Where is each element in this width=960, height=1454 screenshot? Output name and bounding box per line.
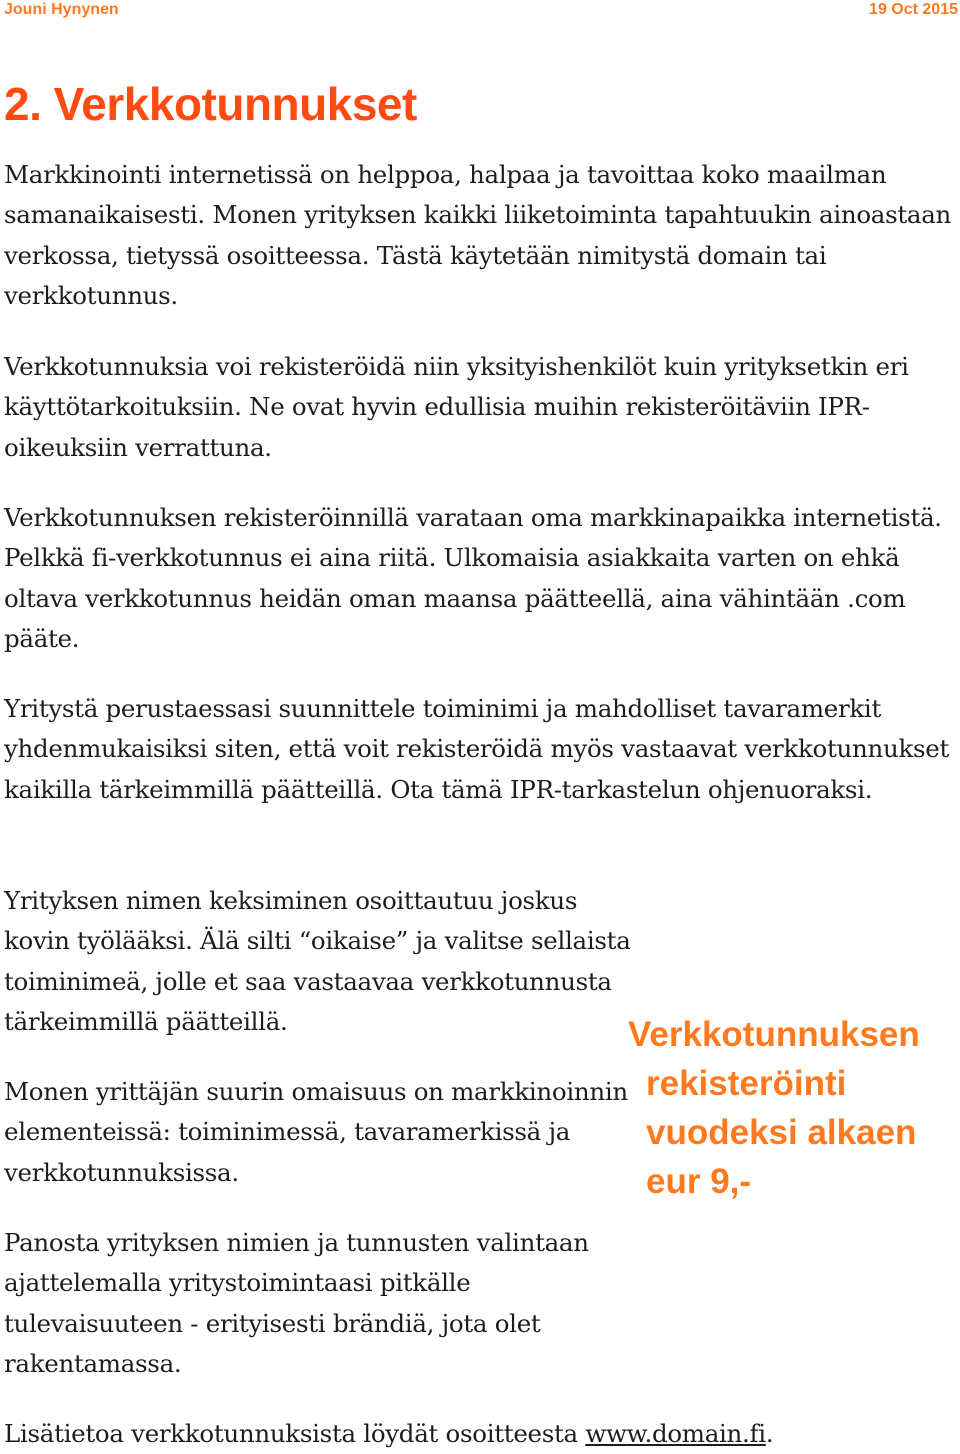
paragraph-future: Panosta yrityksen nimien ja tunnusten valintaan ajattelemalla yritystoimintaasi pitkälle tulevaisuuteen - erityisesti brändiä, jota olet rakentamassa.	[4, 1228, 589, 1378]
domain-fi-link[interactable]: www.domain.fi	[585, 1419, 766, 1448]
page-title: 2. Verkkotunnukset	[4, 78, 417, 130]
price-callout	[628, 1010, 958, 1206]
callout-line-3: vuodeksi alkaen	[646, 1113, 917, 1152]
paragraph-marketplace: Verkkotunnuksen rekisteröinnillä varataan oma markkinapaikka internetistä. Pelkkä fi-verkkotunnus ei aina riitä. Ulkomaisia asiakkaita varten on ehkä oltava verkkotunnus heidän oman maansa päätteellä, aina vähintään .com pääte.	[4, 503, 942, 653]
paragraph-more-info	[4, 1414, 960, 1454]
more-info-end: .	[765, 1419, 774, 1448]
callout-line-4: eur 9,-	[646, 1162, 752, 1201]
paragraph-assets: Monen yrittäjän suurin omaisuus on markkinoinnin elementeissä: toiminimessä, tavaramerkissä ja verkkotunnuksissa.	[4, 1077, 628, 1187]
paragraph-registration: Verkkotunnuksia voi rekisteröidä niin yksityishenkilöt kuin yrityksetkin eri käyttötarkoituksiin. Ne ovat hyvin edullisia muihin rekisteröitäviin IPR-oikeuksiin verrattuna.	[4, 352, 909, 462]
paragraph-intro: Markkinointi internetissä on helppoa, halpaa ja tavoittaa koko maailman samanaikaisesti. Monen yrityksen kaikki liiketoiminta tapahtuukin ainoastaan verkossa, tietyssä osoitteessa. Tästä käytetään nimitystä domain tai verkkotunnus.	[4, 160, 952, 310]
more-info-text: Lisätietoa verkkotunnuksista löydät osoitteesta	[4, 1419, 586, 1448]
document-date: 19 Oct 2015	[869, 1, 958, 18]
paragraph-naming: Yrityksen nimen keksiminen osoittautuu joskus kovin työlääksi. Älä silti “oikaise” ja valitse sellaista toiminimeä, jolle et saa vastaavaa verkkotunnusta tärkeimmillä päätteillä.	[4, 886, 631, 1036]
callout-line-1: Verkkotunnuksen	[628, 1015, 920, 1054]
author-name: Jouni Hynynen	[4, 1, 119, 18]
callout-line-2: rekisteröinti	[646, 1064, 847, 1103]
page-header	[0, 0, 960, 22]
paragraph-planning: Yritystä perustaessasi suunnittele toiminimi ja mahdolliset tavaramerkit yhdenmukaisiksi siten, että voit rekisteröidä myös vastaavat verkkotunnukset kaikilla tärkeimmillä päätteillä. Ota tämä IPR-tarkastelun ohjenuoraksi.	[4, 694, 950, 804]
